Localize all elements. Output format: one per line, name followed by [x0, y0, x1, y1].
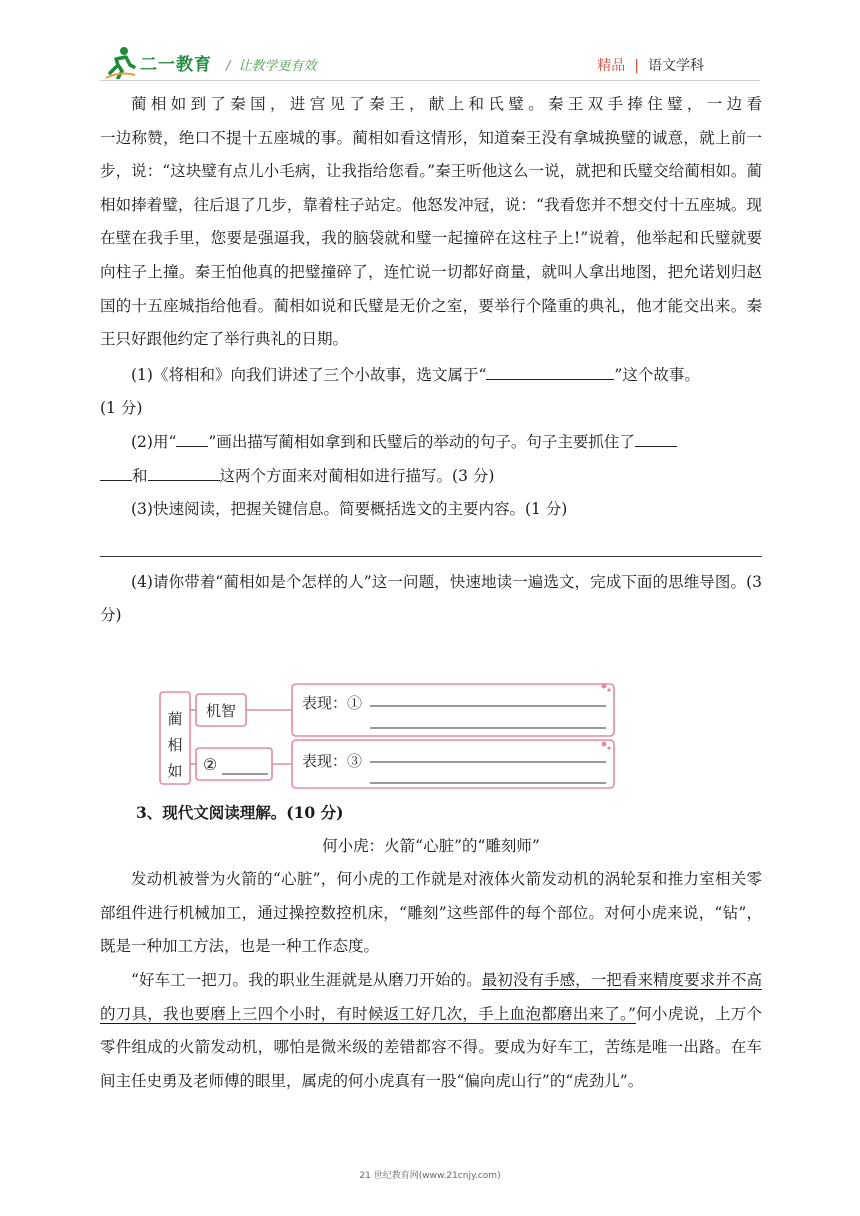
slogan-text: 让教学更有效 — [238, 59, 317, 74]
mindmap-root-char-1: 蔺 — [167, 710, 183, 728]
passage-line-1: 蔺相如到了秦国，进宫见了秦王，献上和氏璧。秦王双手捧住璧，一边看 — [131, 95, 762, 113]
underlined-sentence: 最初没有手感，一把看来精度要求并不高的刀具，我也要磨上三四个小时，有时候返工好几次，手上血泡都磨出来了。” — [100, 970, 762, 1023]
underline-sample — [176, 428, 208, 447]
mind-map — [158, 678, 618, 790]
question-1-score: (1 分) — [100, 399, 143, 418]
question-3: (3)快速阅读，把握关键信息。简要概括选文的主要内容。(1 分) — [131, 500, 568, 519]
question-2-text-end: 这两个方面来对蔺相如进行描写。(3 分) — [219, 466, 495, 485]
question-1 — [100, 359, 762, 393]
document-body — [100, 88, 762, 633]
mindmap-label-1: 表现：① — [302, 694, 363, 712]
answer-blank[interactable] — [635, 428, 677, 447]
quality-badge: 精品 — [597, 58, 626, 74]
subject-label: 语文学科 — [648, 58, 704, 74]
header-separator: | — [634, 58, 639, 74]
question-2 — [100, 426, 762, 460]
question-1-text-end: ”这个故事。 — [614, 365, 700, 384]
header-subject — [597, 55, 704, 75]
logo — [104, 44, 212, 80]
section-3 — [100, 796, 762, 1098]
question-1-text: (1)《将相和》向我们讲述了三个小故事，选文属于“ — [131, 365, 487, 384]
page-header — [0, 0, 860, 90]
article-title: 何小虎：火箭“心脏”的“雕刻师” — [322, 836, 540, 855]
question-4: (4)请你带着“蔺相如是个怎样的人”这一问题，快速地读一遍选文，完成下面的思维导图。(3 分) — [100, 572, 762, 625]
section-3-title: 3、现代文阅读理解。(10 分) — [136, 803, 344, 822]
answer-blank[interactable] — [100, 462, 132, 481]
paragraph-2-start: “好车工一把刀。我的职业生涯就是从磨刀开始的。 — [131, 970, 482, 989]
passage-paragraph: 一边称赞，绝口不提十五座城的事。蔺相如看这情形，知道秦王没有拿城换璧的诚意，就上前一步，说：“这块璧有点儿小毛病，让我指给您看。”秦王听他这么一说，就把和氏璧交给蔺相如。蔺相如捧着璧，往后退了几步，靠着柱子站定。他怒发冲冠，说：“我看您并不想交付十五座城。现在壁在我手里，您要是强逼我，我的脑袋就和璧一起撞碎在这柱子上!”说着，他举起和氏璧就要向柱子上撞。秦王怕他真的把璧撞碎了，连忙说一切都好商量，就叫人拿出地图，把允诺划归赵国的十五座城指给他看。蔺相如说和氏璧是无价之室，要举行个隆重的典礼，他才能交出来。秦王只好跟他约定了举行典礼的日期。 — [100, 128, 762, 349]
answer-blank[interactable] — [148, 462, 220, 481]
answer-blank[interactable] — [486, 361, 614, 380]
article-paragraph-1: 发动机被誉为火箭的“心脏”，何小虎的工作就是对液体火箭发动机的涡轮泵和推力室相关零部组件进行机械加工，通过操控数控机床，“雕刻”这些部件的每个部位。对何小虎来说，“钻”，既是一种加工方法，也是一种工作态度。 — [100, 870, 762, 956]
mindmap-branch1: 机智 — [205, 702, 237, 720]
answer-line[interactable] — [100, 556, 762, 557]
running-man-logo-icon — [104, 45, 136, 79]
question-2-and: 和 — [132, 466, 148, 485]
mindmap-root-char-2: 相 — [167, 736, 183, 754]
article-paragraph-2 — [100, 964, 762, 1098]
question-2-cont — [100, 460, 762, 494]
slogan — [226, 55, 316, 74]
paragraph-2-end: 何小虎说，上万个零件组成的火箭发动机，哪怕是微米级的差错都容不得。要成为好车工，苦练是唯一出路。在车间主任史勇及老师傅的眼里，属虎的何小虎真有一股“偏向虎山行”的“虎劲儿”。 — [100, 1004, 762, 1090]
answer-space — [100, 527, 762, 547]
mindmap-branch2: ② — [202, 755, 218, 774]
mindmap-root-char-3: 如 — [167, 762, 183, 780]
logo-text: 二一教育 — [140, 54, 212, 75]
page-footer: 21 世纪教育网(www.21cnjy.com) — [359, 1171, 501, 1181]
question-2-text: (2)用“ — [131, 432, 177, 451]
slogan-slash: / — [226, 59, 231, 74]
header-divider — [100, 80, 760, 81]
mindmap-label-2: 表现：③ — [302, 752, 363, 770]
question-2-text-mid: ”画出描写蔺相如拿到和氏璧后的举动的句子。句子主要抓住了 — [208, 432, 635, 451]
